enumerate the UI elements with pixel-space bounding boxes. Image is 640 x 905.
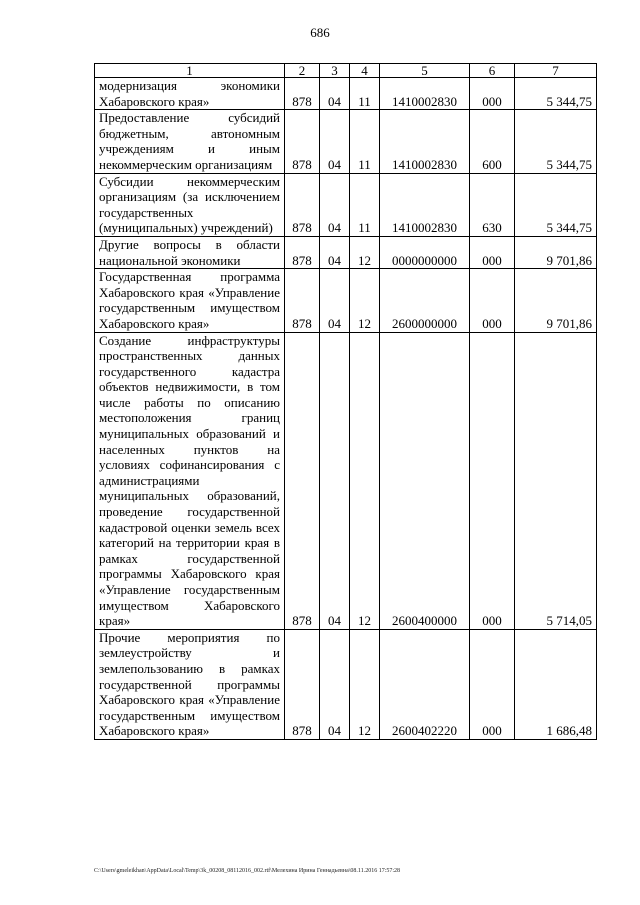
amount: 5 714,05	[515, 332, 597, 629]
amount: 1 686,48	[515, 629, 597, 739]
amount: 9 701,86	[515, 269, 597, 332]
target-item-code: 2600400000	[380, 332, 470, 629]
section-code: 04	[320, 236, 350, 268]
ministry-code: 878	[285, 173, 320, 236]
table-row	[95, 78, 597, 110]
ministry-code: 878	[285, 110, 320, 173]
table-row	[95, 173, 597, 236]
section-code: 04	[320, 269, 350, 332]
expense-type-code: 600	[470, 110, 515, 173]
target-item-code: 1410002830	[380, 110, 470, 173]
table-row	[95, 629, 597, 739]
col-header-5: 5	[380, 64, 470, 78]
subsection-code: 12	[350, 236, 380, 268]
col-header-6: 6	[470, 64, 515, 78]
expense-type-code: 000	[470, 236, 515, 268]
ministry-code: 878	[285, 269, 320, 332]
budget-table	[94, 63, 597, 740]
subsection-code: 12	[350, 629, 380, 739]
subsection-code: 11	[350, 173, 380, 236]
section-code: 04	[320, 332, 350, 629]
page-number: 686	[310, 25, 330, 40]
table-row	[95, 236, 597, 268]
row-name: Государственная программа Хабаровского края «Управление государственным имуществом Хабаровского края»	[95, 269, 285, 332]
column-number-row	[95, 64, 597, 78]
row-name: Другие вопросы в области национальной экономики	[95, 236, 285, 268]
target-item-code: 2600000000	[380, 269, 470, 332]
subsection-code: 12	[350, 332, 380, 629]
section-code: 04	[320, 78, 350, 110]
section-code: 04	[320, 173, 350, 236]
subsection-code: 11	[350, 78, 380, 110]
target-item-code: 0000000000	[380, 236, 470, 268]
expense-type-code: 000	[470, 629, 515, 739]
col-header-7: 7	[515, 64, 597, 78]
row-name: Прочие мероприятия по землеустройству и землепользованию в рамках государственной программы Хабаровского края «Управление государственным имуществом Хабаровского края»	[95, 629, 285, 739]
target-item-code: 1410002830	[380, 173, 470, 236]
table-row	[95, 332, 597, 629]
ministry-code: 878	[285, 236, 320, 268]
expense-type-code: 630	[470, 173, 515, 236]
ministry-code: 878	[285, 332, 320, 629]
expense-type-code: 000	[470, 269, 515, 332]
file-path-footer: C:\Users\gmeleikhan\AppData\Local\Temp\3k_00208_08112016_002.rtf\Мелехина Ирина Геннадьевна\08.11.2016 17:57:28	[94, 868, 401, 874]
row-name: Субсидии некоммерческим организациям (за исключением государственных (муниципальных) учреждений)	[95, 173, 285, 236]
amount: 5 344,75	[515, 110, 597, 173]
expense-type-code: 000	[470, 78, 515, 110]
amount: 5 344,75	[515, 173, 597, 236]
amount: 9 701,86	[515, 236, 597, 268]
row-name: модернизация экономики Хабаровского края»	[95, 78, 285, 110]
table-row	[95, 110, 597, 173]
row-name: Создание инфраструктуры пространственных данных государственного кадастра объектов недвижимости, в том числе работы по описанию местоположения границ муниципальных образований и населенных пунктов на условиях софинансирования с администрациями муниципальных образований, проведение государственной кадастровой оценки земель всех категорий на территории края в рамках государственной программы Хабаровского края «Управление государственным имуществом Хабаровского края»	[95, 332, 285, 629]
ministry-code: 878	[285, 78, 320, 110]
section-code: 04	[320, 110, 350, 173]
expense-type-code: 000	[470, 332, 515, 629]
subsection-code: 12	[350, 269, 380, 332]
amount: 5 344,75	[515, 78, 597, 110]
col-header-2: 2	[285, 64, 320, 78]
table-row	[95, 269, 597, 332]
col-header-1: 1	[95, 64, 285, 78]
col-header-4: 4	[350, 64, 380, 78]
section-code: 04	[320, 629, 350, 739]
col-header-3: 3	[320, 64, 350, 78]
target-item-code: 2600402220	[380, 629, 470, 739]
target-item-code: 1410002830	[380, 78, 470, 110]
ministry-code: 878	[285, 629, 320, 739]
subsection-code: 11	[350, 110, 380, 173]
row-name: Предоставление субсидий бюджетным, автономным учреждениям и иным некоммерческим организациям	[95, 110, 285, 173]
